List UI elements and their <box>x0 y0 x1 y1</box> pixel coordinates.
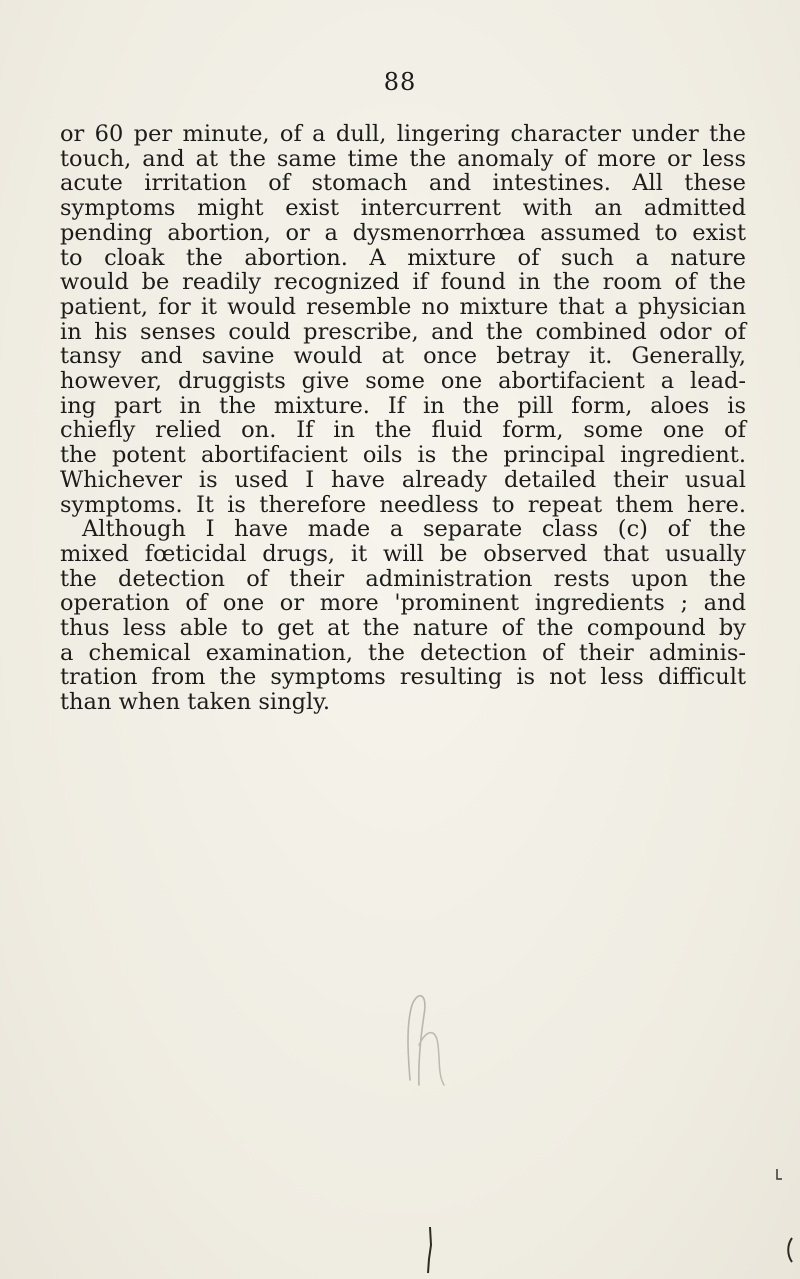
page-number: 88 <box>383 68 417 96</box>
text-line: in his senses could prescribe, and the combined odor of <box>60 318 746 345</box>
text-line: patient, for it would resemble no mixture that a physician <box>60 293 746 320</box>
text-line: than when taken singly. <box>60 689 331 716</box>
text-line: mixed fœticidal drugs, it will be observed that usually <box>60 540 746 567</box>
text-line: would be readily recognized if found in the room of the <box>60 269 746 296</box>
text-line: symptoms. It is therefore needless to repeat them here. <box>60 491 746 518</box>
text-line: pending abortion, or a dysmenorrhœa assumed to exist <box>60 219 746 246</box>
right-tick-mark <box>774 1168 784 1182</box>
text-line: Although I have made a separate class (c) of the <box>82 516 746 543</box>
left-edge-mark <box>424 1225 436 1275</box>
text-line: tansy and savine would at once betray it. Generally, <box>60 343 746 370</box>
text-line: operation of one or more 'prominent ingredients ; and <box>60 590 746 617</box>
text-line: Whichever is used I have already detailed their usual <box>60 466 746 493</box>
text-line: the detection of their administration rests upon the <box>60 565 746 592</box>
text-line: tration from the symptoms resulting is not less difficult <box>60 664 746 691</box>
text-line: the potent abortifacient oils is the principal ingredient. <box>60 442 746 469</box>
text-line: chiefly relied on. If in the fluid form, some one of <box>60 417 746 444</box>
text-line: however, druggists give some one abortifacient a lead- <box>60 368 746 395</box>
text-line: or 60 per minute, of a dull, lingering character under the <box>60 121 746 147</box>
text-line: acute irritation of stomach and intestines. All these <box>60 170 746 197</box>
text-line: to cloak the abortion. A mixture of such a nature <box>60 244 746 271</box>
text-line: a chemical examination, the detection of their adminis- <box>60 639 746 666</box>
body-text <box>60 122 746 715</box>
text-line: thus less able to get at the nature of the compound by <box>60 615 746 642</box>
text-line: touch, and at the same time the anomaly of more or less <box>60 145 746 172</box>
text-line: ing part in the mixture. If in the pill form, aloes is <box>60 392 746 419</box>
right-edge-mark <box>785 1235 795 1265</box>
text-line: symptoms might exist intercurrent with an admitted <box>60 195 746 222</box>
pencil-mark <box>388 985 458 1095</box>
